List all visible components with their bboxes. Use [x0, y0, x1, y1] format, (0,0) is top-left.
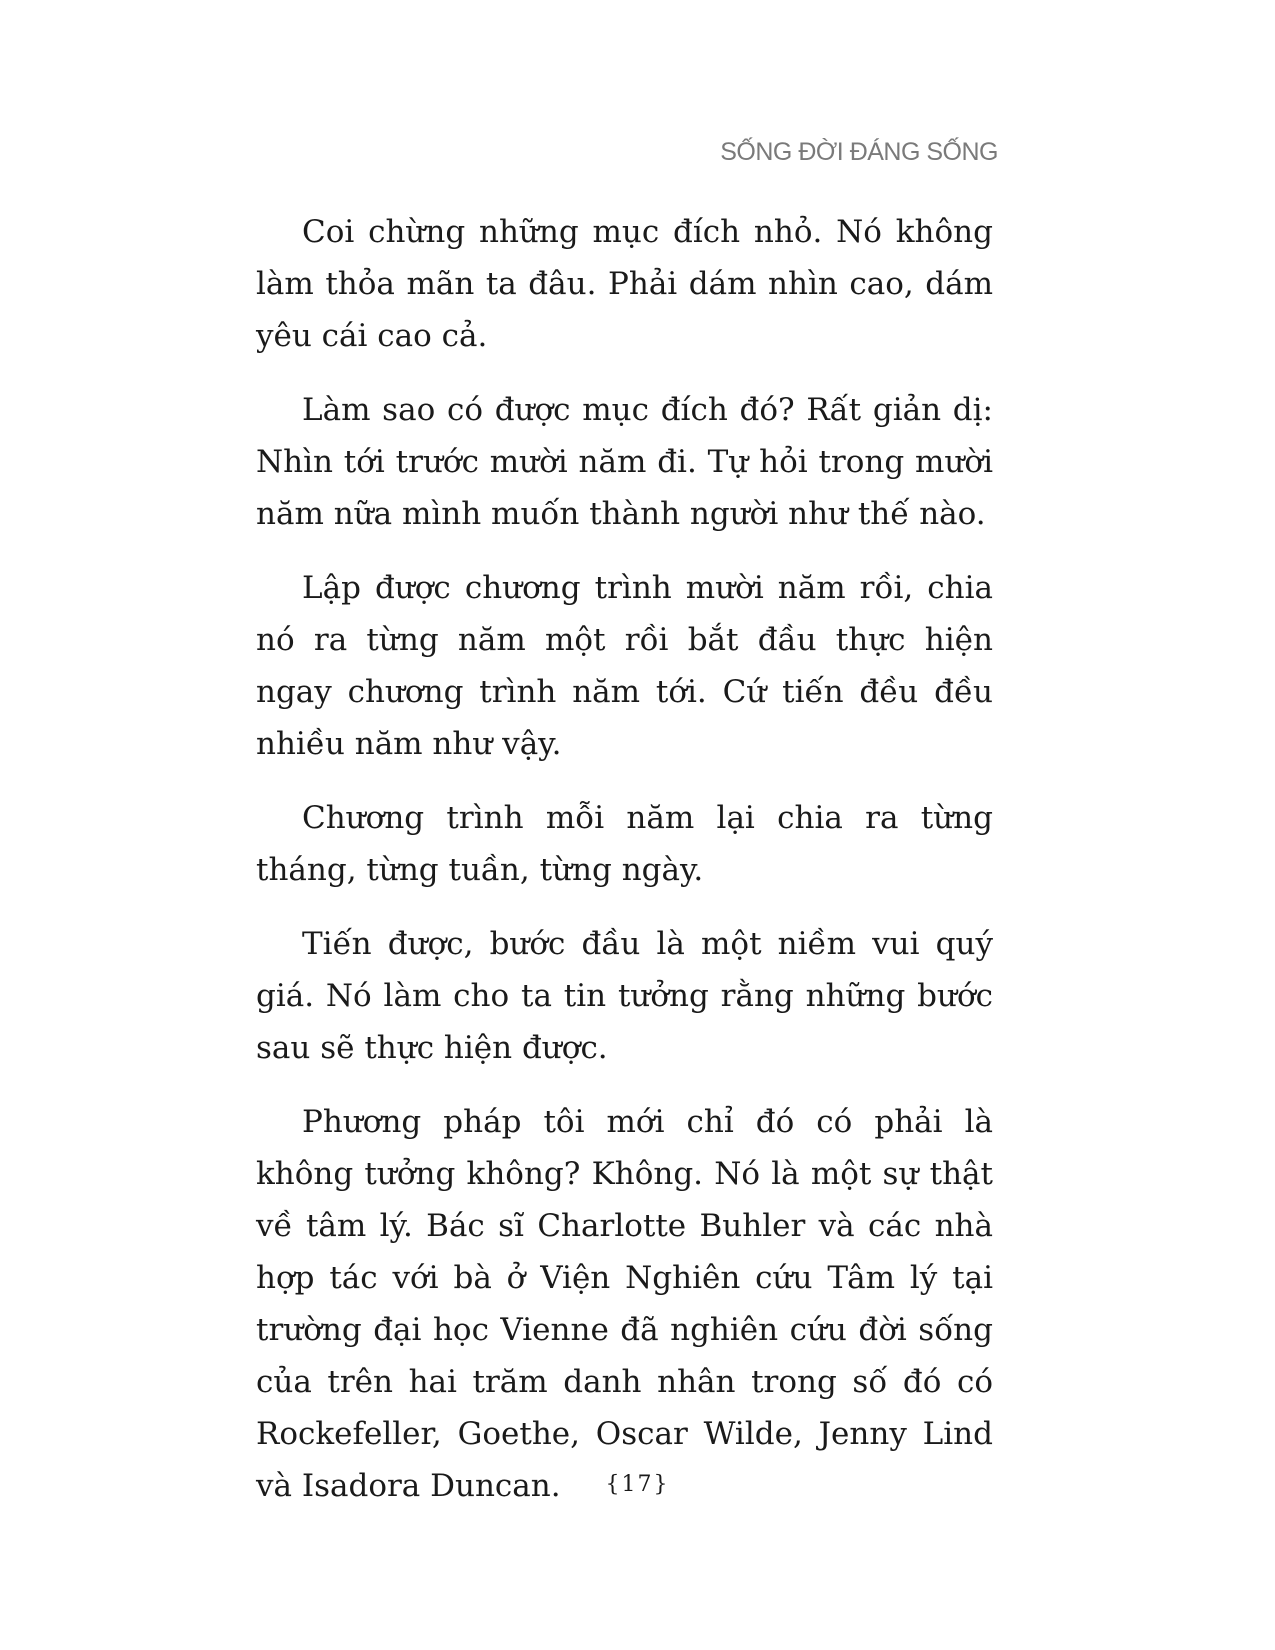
paragraph-5: Tiến được, bước đầu là một niềm vui quý giá. Nó làm cho ta tin tưởng rằng những bước sau sẽ thực hiện được.: [256, 926, 993, 1066]
paragraph-3: Lập được chương trình mười năm rồi, chia nó ra từng năm một rồi bắt đầu thực hiện ngay chương trình năm tới. Cứ tiến đều đều nhiều năm như vậy.: [256, 570, 993, 762]
paragraph-6: Phương pháp tôi mới chỉ đó có phải là không tưởng không? Không. Nó là một sự thật về tâm lý. Bác sĩ Charlotte Buhler và các nhà hợp tác với bà ở Viện Nghiên cứu Tâm lý tại trường đại học Vienne đã nghiên cứu đời sống của trên hai trăm danh nhân trong số đó có Rockefeller, Goethe, Oscar Wilde, Jenny Lind và Isadora Duncan.: [256, 1104, 993, 1504]
paragraph-2: Làm sao có được mục đích đó? Rất giản dị: Nhìn tới trước mười năm đi. Tự hỏi trong mười năm nữa mình muốn thành người như thế nào.: [256, 392, 993, 532]
running-header: SỐNG ĐỜI ĐÁNG SỐNG: [720, 138, 998, 166]
paragraph-1: Coi chừng những mục đích nhỏ. Nó không làm thỏa mãn ta đâu. Phải dám nhìn cao, dám yêu cái cao cả.: [256, 214, 993, 354]
paragraph-4: Chương trình mỗi năm lại chia ra từng tháng, từng tuần, từng ngày.: [256, 800, 993, 888]
body-text: [256, 206, 993, 1534]
page-number: {17}: [605, 1472, 670, 1497]
